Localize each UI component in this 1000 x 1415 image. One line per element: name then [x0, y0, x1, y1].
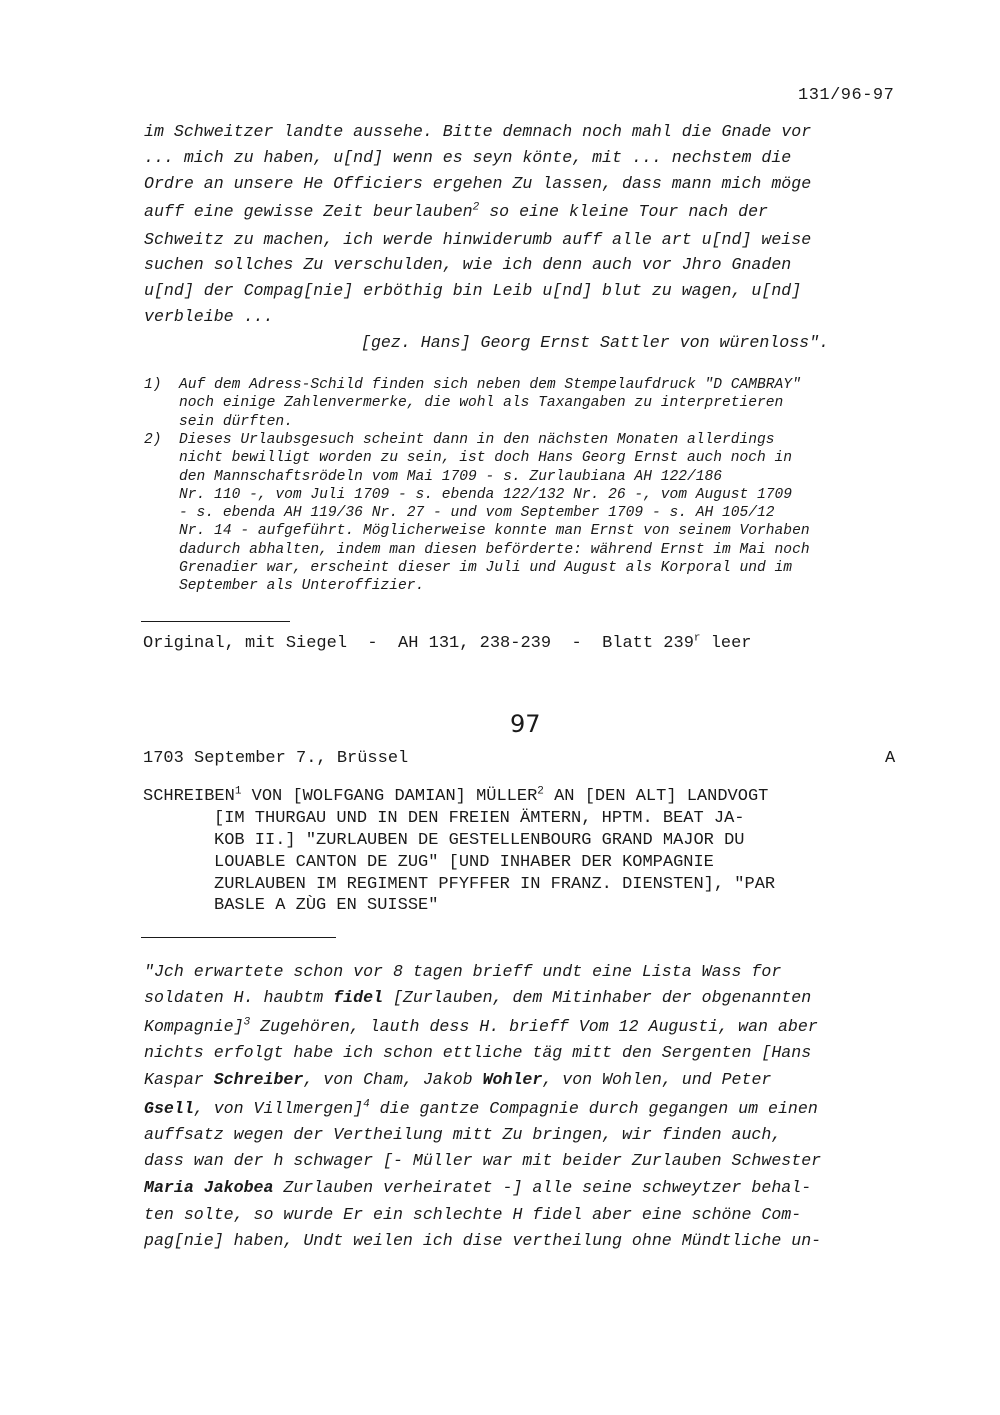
letter-continued: [144, 122, 830, 352]
text-segment: auff eine gewisse Zeit beurlauben: [144, 202, 473, 221]
footnote-line: den Mannschaftsrödeln vom Mai 1709 - s. Zurlaubiana AH 122/186: [144, 468, 723, 485]
page-reference: 131/96-97: [798, 86, 895, 105]
text-segment: Zugehören, lauth dess H. brieff Vom 12 Augusti, wan aber: [250, 1017, 818, 1036]
text-segment: , von Wohlen, und Peter: [542, 1070, 772, 1089]
heading-line: ZURLAUBEN IM REGIMENT PFYFFER IN FRANZ. DIENSTEN], "PAR: [214, 875, 776, 894]
text-segment: , von Cham, Jakob: [303, 1070, 483, 1089]
text-line: auffsatz wegen der Vertheilung mitt Zu bringen, wir finden auch,: [144, 1125, 782, 1144]
text-segment: [Zurlauben, dem Mitinhaber der obgenannten: [383, 988, 812, 1007]
text-line: pag[nie] haben, Undt weilen ich dise vertheilung ohne Mündtliche un-: [144, 1231, 822, 1250]
name-bold: Schreiber: [213, 1070, 304, 1089]
footnote-line: 2) Dieses Urlaubsgesuch scheint dann in den nächsten Monaten allerdings: [144, 431, 775, 448]
heading-line: KOB II.] "ZURLAUBEN DE GESTELLENBOURG GRAND MAJOR DU: [214, 831, 745, 850]
text-line: [144, 1070, 771, 1089]
name-bold: Maria Jakobea: [144, 1178, 274, 1197]
text-line: u[nd] der Compag[nie] erböthig bin Leib u[nd] blut zu wagen, u[nd]: [144, 281, 802, 300]
footnote-marker: 4: [363, 1098, 370, 1111]
footnote-line: sein dürften.: [144, 413, 293, 430]
footnote-marker: 2: [537, 785, 544, 798]
superscript: r: [693, 632, 701, 645]
footnote-line: dadurch abhalten, indem man diesen beförderte: während Ernst im Mai noch: [144, 541, 810, 558]
separator-rule: [141, 937, 336, 938]
dateline: 1703 September 7., Brüssel: [143, 749, 409, 768]
footnote-marker: 2: [472, 201, 480, 214]
text-line: "Jch erwartete schon vor 8 tagen brieff undt eine Lista Wass for: [144, 962, 782, 981]
footnotes: [144, 377, 810, 595]
footnote-line: Nr. 110 -, vom Juli 1709 - s. ebenda 122/132 Nr. 26 -, vom August 1709: [144, 486, 793, 503]
text-line: [144, 202, 768, 221]
heading-line: [IM THURGAU UND IN DEN FREIEN ÄMTERN, HPTM. BEAT JA-: [214, 809, 745, 828]
text-line: suchen sollches Zu verschulden, wie ich denn auch vor Jhro Gnaden: [144, 255, 792, 274]
text-segment: , von Villmergen]: [193, 1099, 364, 1118]
text-line: [144, 988, 811, 1007]
letter-text: [144, 962, 822, 1250]
footnote-marker: 1: [234, 785, 242, 798]
separator-rule: [141, 621, 290, 622]
text-line: nichts erfolgt habe ich schon ettliche täg mitt den Sergenten [Hans: [144, 1043, 812, 1062]
text-line: ... mich zu haben, u[nd] wenn es seyn könte, mit ... nechstem die: [144, 148, 792, 167]
text-line: [144, 1178, 811, 1197]
footnote-marker: 3: [243, 1016, 251, 1029]
name-bold: Gsell: [144, 1099, 194, 1118]
text-segment: Zurlauben verheiratet -] alle seine schweytzer behal-: [273, 1178, 812, 1197]
source-note: [143, 634, 752, 653]
footnote-line: noch einige Zahlenvermerke, die wohl als Taxangaben zu interpretieren: [144, 395, 784, 412]
text-line: im Schweitzer landte aussehe. Bitte demnach noch mahl die Gnade vor: [144, 122, 812, 141]
signature: [gez. Hans] Georg Ernst Sattler von würenloss".: [361, 333, 830, 352]
text-line: Schweitz zu machen, ich werde hinwiderumb auff alle art u[nd] weise: [144, 230, 812, 249]
text-line: [144, 1099, 818, 1118]
text-line: verbleibe ...: [144, 307, 274, 326]
footnote-line: nicht bewilligt worden zu sein, ist doch Hans Georg Ernst auch noch in: [144, 450, 793, 467]
footnote-line: - s. ebenda AH 119/36 Nr. 27 - und vom September 1709 - s. AH 105/12: [144, 505, 775, 522]
text-line: ten solte, so wurde Er ein schlechte H fidel aber eine schöne Com-: [144, 1205, 802, 1224]
text-line: [144, 1017, 818, 1036]
heading-segment: VON [WOLFGANG DAMIAN] MÜLLER: [241, 787, 538, 806]
heading-line: BASLE A ZÙG EN SUISSE": [214, 896, 439, 915]
text-segment: Kaspar: [144, 1070, 214, 1089]
name-bold: fidel: [333, 988, 383, 1007]
heading-line: [143, 787, 768, 806]
text-line: Ordre an unsere He Officiers ergehen Zu lassen, dass mann mich möge: [144, 174, 812, 193]
heading-line: LOUABLE CANTON DE ZUG" [UND INHABER DER KOMPAGNIE: [214, 853, 714, 872]
text-segment: so eine kleine Tour nach der: [479, 202, 769, 221]
grade-letter: A: [885, 749, 896, 768]
text-segment: soldaten H. haubtm: [144, 988, 334, 1007]
footnote-line: September als Unteroffizier.: [144, 578, 425, 595]
heading-segment: SCHREIBEN: [143, 787, 235, 806]
text-segment: Kompagnie]: [144, 1017, 244, 1036]
footnote-line: Grenadier war, erscheint dieser im Juli und August als Korporal und im: [144, 560, 793, 576]
footnote-line: 1) Auf dem Adress-Schild finden sich neben dem Stempelaufdruck "D CAMBRAY": [144, 377, 801, 393]
document-heading: [143, 785, 776, 920]
footnote-line: Nr. 14 - aufgeführt. Möglicherweise konnte man Ernst von seinem Vorhaben: [144, 523, 810, 540]
text-line: dass wan der h schwager [- Müller war mit beider Zurlauben Schwester: [144, 1151, 822, 1170]
source-text-end: leer: [700, 634, 752, 653]
document-number: 97: [510, 710, 541, 738]
heading-segment: AN [DEN ALT] LANDVOGT: [543, 787, 769, 806]
source-text: Original, mit Siegel - AH 131, 238-239 - Blatt 239: [143, 634, 694, 653]
text-segment: die gantze Compagnie durch gegangen um einen: [369, 1099, 818, 1118]
name-bold: Wohler: [482, 1070, 543, 1089]
